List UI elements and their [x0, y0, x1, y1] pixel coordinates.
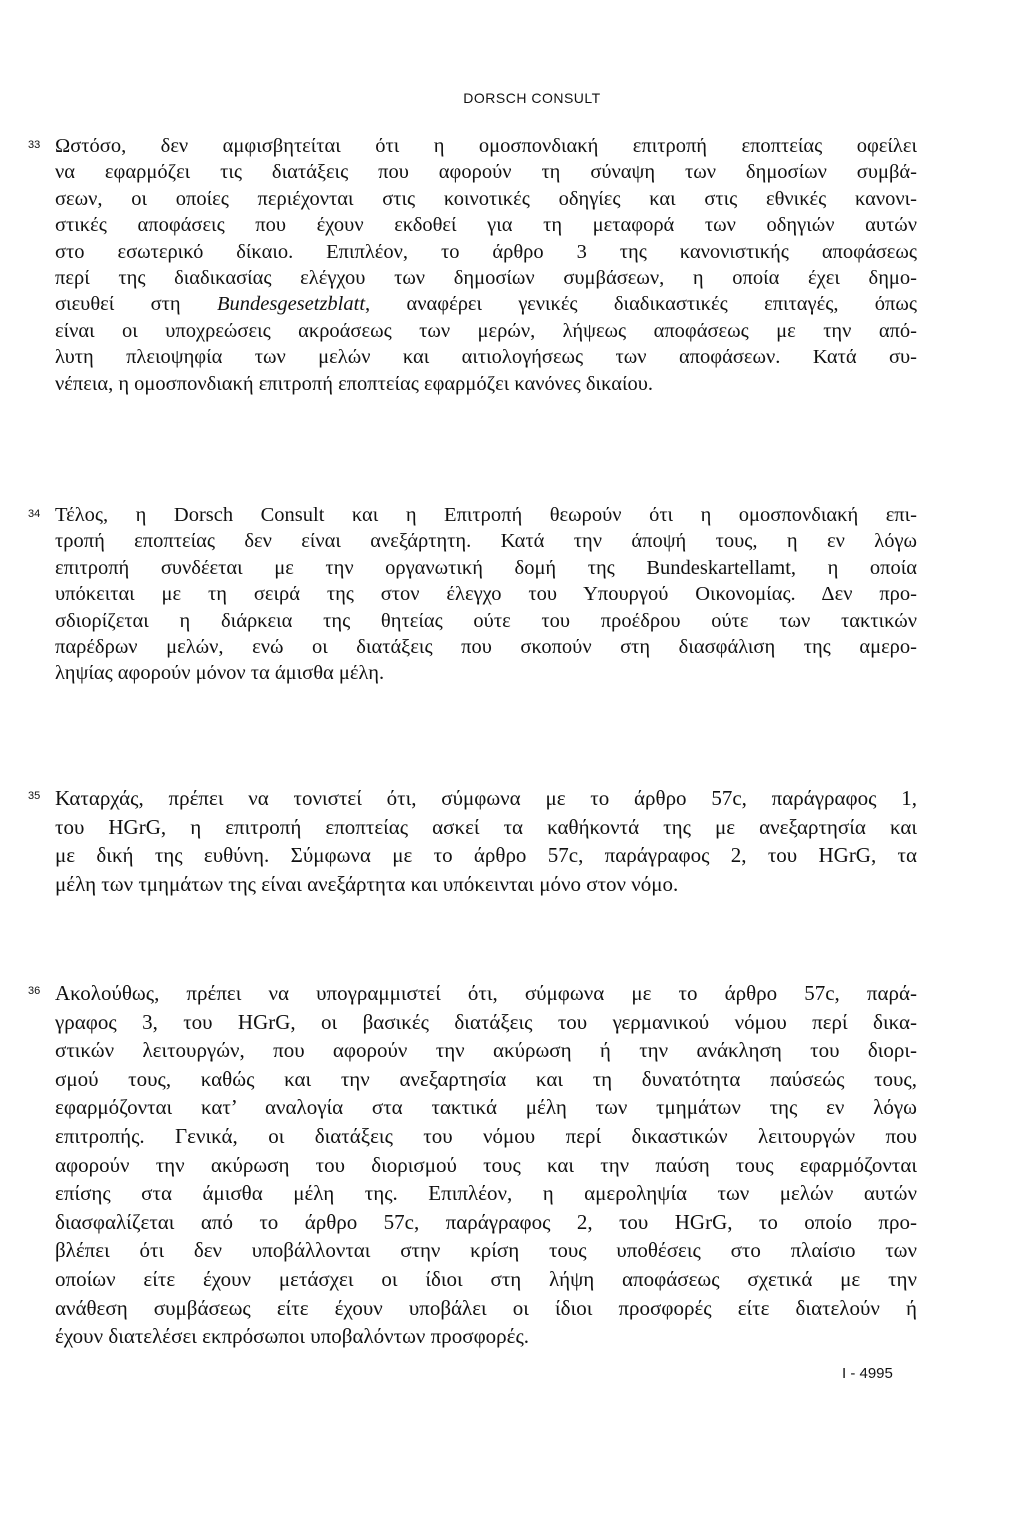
text-line: Τέλος, η Dorsch Consult και η Επιτροπή θεωρούν ότι η ομοσπονδιακή επι-: [55, 504, 917, 526]
text-line: Ακολούθως, πρέπει να υπογραμμιστεί ότι, σύμφωνα με το άρθρο 57c, παρά-: [55, 981, 917, 1005]
text-line: αφορούν την ακύρωση του διορισμού τους και την παύση τους εφαρμόζονται: [55, 1152, 917, 1177]
text-line: τροπή εποπτείας δεν είναι ανεξάρτητη. Κατά την άποψή τους, η εν λόγω: [55, 530, 917, 553]
text-line: παρέδρων μελών, ενώ οι διατάξεις που σκοπούν στη διασφάλιση της αμερο-: [55, 636, 917, 659]
text-line: σμού τους, καθώς και την ανεξαρτησία και τη δυνατότητα παύσεώς τους,: [55, 1066, 917, 1091]
text-line: έχουν διατελέσει εκπρόσωποι υποβαλόντων προσφορές.: [55, 1324, 530, 1349]
text-line: με δική της ευθύνη. Σύμφωνα με το άρθρο 57c, παράγραφος 2, του HGrG, τα: [55, 843, 917, 868]
text-line: σεων, οι οποίες περιέχονται στις κοινοτικές οδηγίες και στις εθνικές κανονι-: [55, 187, 917, 210]
text-line: γραφος 3, του HGrG, οι βασικές διατάξεις του γερμανικού νόμου περί δικα-: [55, 1009, 917, 1034]
text-line: να εφαρμόζει τις διατάξεις που αφορούν τη σύναψη των δημοσίων συμβά-: [55, 161, 917, 184]
text-line: σιευθεί στη Bundesgesetzblatt, αναφέρει γενικές διαδικαστικές επιταγές, όπως: [55, 293, 918, 316]
text-line: Καταρχάς, πρέπει να τονιστεί ότι, σύμφωνα με το άρθρο 57c, παράγραφος 1,: [55, 786, 917, 810]
text-line: βλέπει ότι δεν υποβάλλονται στην κρίση τους υποθέσεις στο πλαίσιο των: [55, 1238, 917, 1263]
text-line: στικές αποφάσεις που έχουν εκδοθεί για τη μεταφορά των οδηγιών αυτών: [55, 214, 917, 237]
paragraph-35: [28, 784, 917, 898]
paragraph-number: 35: [28, 790, 41, 802]
paragraph-number: 33: [28, 139, 41, 151]
text-line: διασφαλίζεται από το άρθρο 57c, παράγραφος 2, του HGrG, το οποίο προ-: [55, 1209, 917, 1234]
text-line: μέλη των τμημάτων της είναι ανεξάρτητα και υπόκεινται μόνο στον νόμο.: [55, 871, 679, 896]
paragraph-33: [28, 133, 918, 397]
text-line: ανάθεση συμβάσεως είτε έχουν υποβάλει οι ίδιοι προσφορές είτε διατελούν ή: [55, 1295, 917, 1320]
text-line: επίσης στα άμισθα μέλη της. Επιπλέον, η αμεροληψία των μελών αυτών: [55, 1181, 917, 1206]
text-line: σδιορίζεται η διάρκεια της θητείας ούτε του προέδρου ούτε των τακτικών: [55, 609, 917, 632]
text-line: εφαρμόζονται κατ’ αναλογία στα τακτικά μέλη των τμημάτων της εν λόγω: [55, 1095, 917, 1120]
paragraph-34: [28, 502, 917, 687]
text-line: στικών λειτουργών, που αφορούν την ακύρωση ή την ανάκληση του διορι-: [55, 1038, 917, 1063]
page-number: I - 4995: [842, 1365, 893, 1382]
text-line: λυτη πλειοψηφία των μελών και αιτιολογήσεως των αποφάσεων. Κατά συ-: [55, 346, 917, 369]
text-line: είναι οι υποχρεώσεις ακροάσεως των μερών, λήψεως αποφάσεως με την από-: [55, 319, 917, 342]
paragraph-number: 34: [28, 508, 41, 520]
text-line: υπόκειται με τη σειρά της στον έλεγχο του Υπουργού Οικονομίας. Δεν προ-: [55, 583, 917, 606]
text-line: του HGrG, η επιτροπή εποπτείας ασκεί τα καθήκοντά της με ανεξαρτησία και: [55, 814, 917, 839]
text-line: επιτροπή συνδέεται με την οργανωτική δομή της Bundeskartellamt, η οποία: [55, 556, 917, 579]
text-line: οποίων είτε έχουν μετάσχει οι ίδιοι στη λήψη αποφάσεως σχετικά με την: [55, 1266, 917, 1291]
running-header: DORSCH CONSULT: [463, 90, 601, 106]
paragraph-36: [28, 979, 917, 1351]
text-line: ληψίας αφορούν μόνον τα άμισθα μέλη.: [55, 662, 385, 685]
paragraph-number: 36: [28, 985, 41, 997]
italic-term: Bundesgesetzblatt: [216, 293, 366, 316]
text-line-with-italic: περί της διαδικασίας ελέγχου των δημοσίων συμβάσεων, η οποία έχει δημο-: [55, 267, 917, 290]
text-line: νέπεια, η ομοσπονδιακή επιτροπή εποπτείας εφαρμόζει κανόνες δικαίου.: [55, 372, 654, 395]
text-line: Ωστόσο, δεν αμφισβητείται ότι η ομοσπονδιακή επιτροπή εποπτείας οφείλει: [55, 135, 917, 157]
text-line: στο εσωτερικό δίκαιο. Επιπλέον, το άρθρο 3 της κανονιστικής αποφάσεως: [55, 240, 917, 263]
text-line: επιτροπής. Γενικά, οι διατάξεις του νόμου περί δικαστικών λειτουργών που: [55, 1123, 917, 1148]
